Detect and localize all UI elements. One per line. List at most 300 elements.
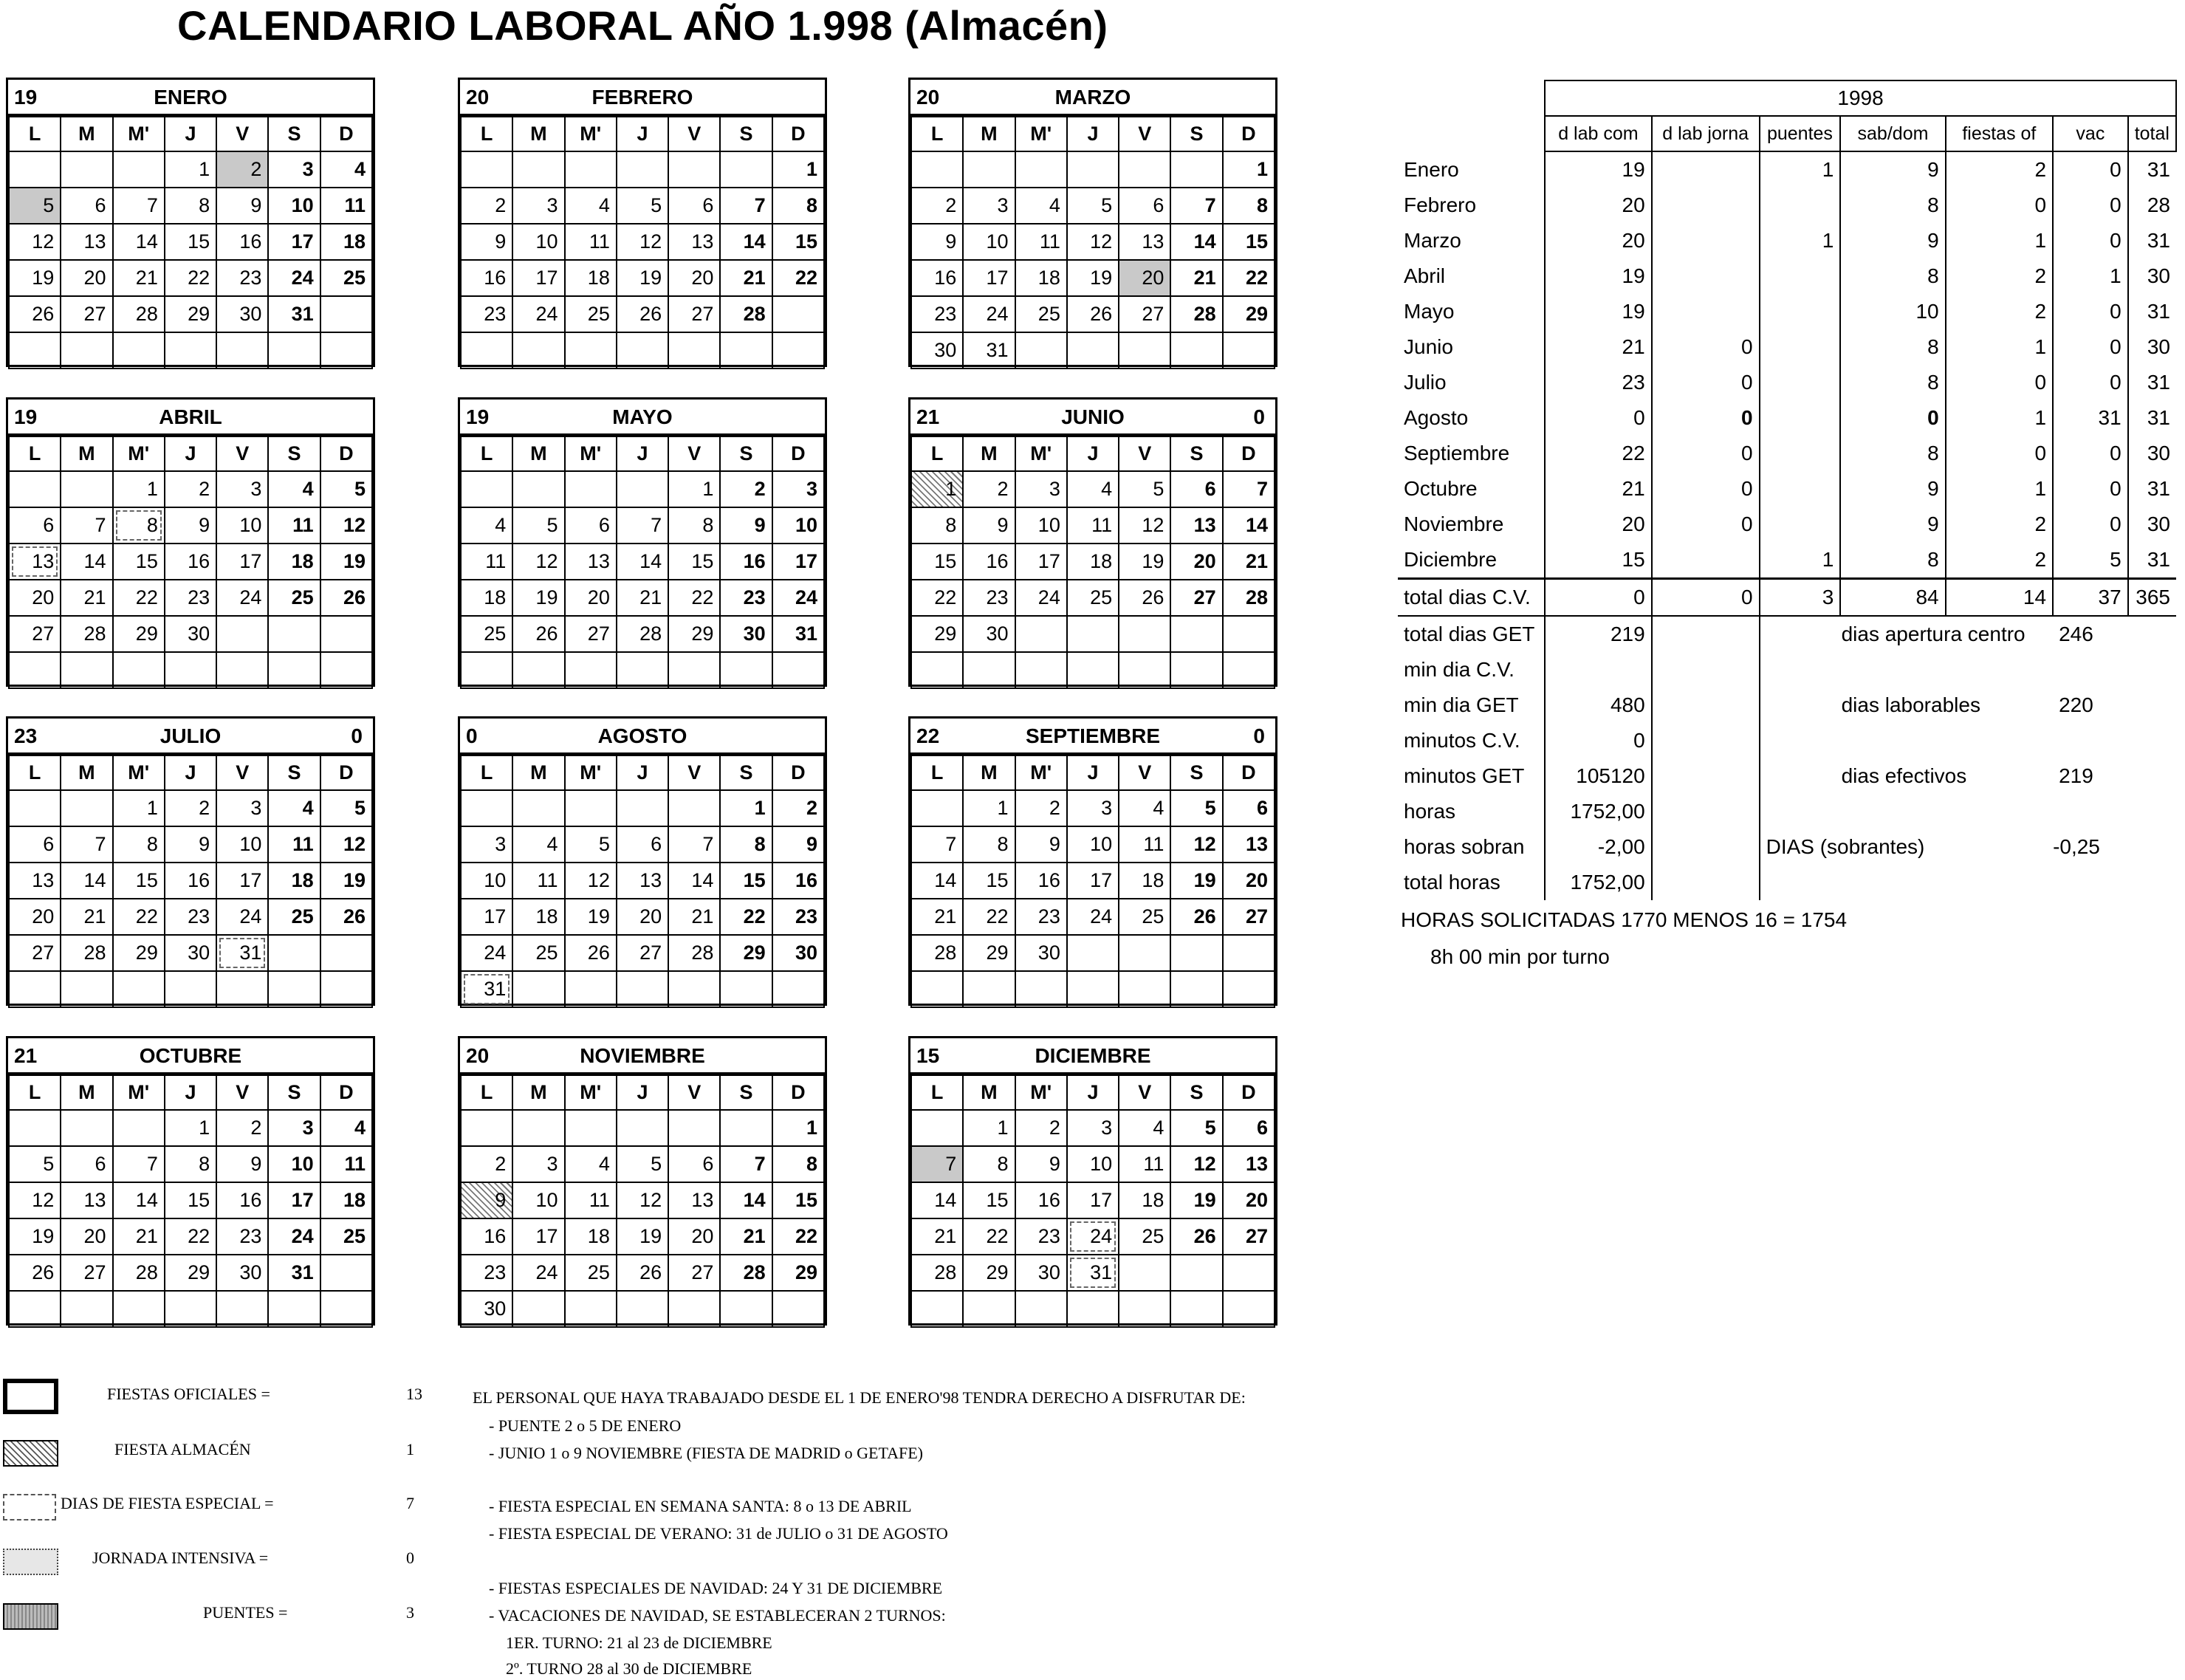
month-header [8, 80, 373, 116]
day-cell: 16 [216, 224, 268, 260]
day-cell: 17 [1015, 544, 1067, 580]
weekday-header: J [165, 436, 216, 471]
month-header [910, 80, 1275, 116]
day-cell: 15 [911, 544, 963, 580]
day-cell: 14 [113, 1182, 165, 1218]
stat-label: total dias GET [1404, 623, 1535, 645]
stats-row [1398, 616, 2176, 652]
weekday-header: J [1067, 436, 1119, 471]
day-cell: 20 [1223, 1182, 1275, 1218]
day-cell: 14 [720, 1182, 772, 1218]
weekday-header: M [61, 1075, 112, 1110]
empty-cell [1223, 1255, 1275, 1291]
spacer-cell [1398, 80, 1545, 116]
day-cell: 14 [61, 863, 112, 899]
total-value: 37 [2053, 579, 2128, 617]
month-workday-count: 0 [466, 724, 478, 747]
day-cell: 18 [1119, 1182, 1170, 1218]
day-cell: 29 [963, 1255, 1015, 1291]
day-cell: 23 [461, 1255, 512, 1291]
column-header: puentes [1760, 116, 1841, 151]
day-cell: 9 [720, 507, 772, 544]
stat-label: min dia C.V. [1404, 658, 1515, 681]
day-cell: 25 [1015, 296, 1067, 332]
month-header [910, 719, 1275, 755]
weekday-header: L [461, 117, 512, 151]
day-cell: 9 [911, 224, 963, 260]
empty-cell [61, 1110, 112, 1146]
weekday-header: J [165, 1075, 216, 1110]
day-cell: 19 [1067, 260, 1119, 296]
weekday-header: J [617, 755, 668, 790]
day-cell: 19 [9, 1218, 61, 1255]
value-cell: 0 [2053, 365, 2128, 400]
weekday-header: S [268, 436, 320, 471]
month-header [910, 400, 1275, 436]
month-header [8, 1038, 373, 1074]
day-cell: 17 [268, 1182, 320, 1218]
day-cell: 4 [461, 507, 512, 544]
value-cell [1652, 151, 1760, 188]
stat-value-right: 220 [2059, 693, 2093, 716]
empty-cell [1015, 616, 1067, 652]
value-cell: 9 [1840, 471, 1945, 507]
day-cell: 7 [113, 1146, 165, 1182]
day-cell: 28 [113, 1255, 165, 1291]
month-calendar [908, 397, 1277, 687]
day-cell: 6 [1223, 790, 1275, 826]
day-cell: 18 [268, 863, 320, 899]
value-cell: 0 [2053, 188, 2128, 223]
day-cell: 2 [165, 790, 216, 826]
empty-cell [61, 652, 112, 688]
day-cell: 25 [268, 580, 320, 616]
day-cell: 6 [1170, 471, 1222, 507]
intensiva-symbol [3, 1549, 58, 1575]
day-cell: 9 [461, 224, 512, 260]
empty-cell [512, 790, 564, 826]
month-name: ABRIL [159, 405, 222, 428]
day-cell: 17 [1067, 1182, 1119, 1218]
value-cell [1652, 258, 1760, 294]
day-cell: 31 [1067, 1255, 1119, 1291]
month-header [460, 80, 825, 116]
weekday-header: L [9, 436, 61, 471]
empty-cell [1067, 151, 1119, 188]
day-cell: 15 [772, 1182, 824, 1218]
stat-label-right: DIAS (sobrantes) [1766, 835, 1925, 858]
empty-cell [668, 652, 720, 688]
day-cell: 21 [911, 1218, 963, 1255]
stat-label-right [1760, 723, 2053, 758]
weekday-header: M' [113, 1075, 165, 1110]
day-cell: 8 [772, 1146, 824, 1182]
day-cell: 19 [617, 260, 668, 296]
spacer-cell [1652, 865, 1760, 900]
month-label: Septiembre [1404, 442, 1510, 464]
day-cell: 5 [1119, 471, 1170, 507]
day-cell: 20 [565, 580, 617, 616]
day-cell: 23 [1015, 899, 1067, 935]
empty-cell [1119, 151, 1170, 188]
empty-cell [911, 652, 963, 688]
day-cell: 11 [268, 826, 320, 863]
value-cell [1652, 294, 1760, 329]
day-cell: 6 [61, 188, 112, 224]
day-cell: 20 [668, 260, 720, 296]
weekday-header: M [61, 117, 112, 151]
value-cell: 28 [2128, 188, 2176, 223]
day-cell: 8 [772, 188, 824, 224]
empty-cell [1015, 971, 1067, 1007]
day-cell: 17 [772, 544, 824, 580]
day-cell: 13 [61, 1182, 112, 1218]
day-cell: 2 [1015, 790, 1067, 826]
value-cell: 20 [1545, 188, 1652, 223]
weekday-header: J [1067, 755, 1119, 790]
day-cell: 22 [165, 260, 216, 296]
weekday-header: J [617, 1075, 668, 1110]
day-cell: 11 [320, 1146, 372, 1182]
month-label: Enero [1404, 157, 1459, 181]
legend-count-intensiva: 0 [406, 1549, 414, 1567]
day-cell: 16 [720, 544, 772, 580]
day-cell: 10 [1067, 826, 1119, 863]
day-cell: 22 [668, 580, 720, 616]
weekday-header: L [461, 755, 512, 790]
stat-value: 105120 [1545, 758, 1652, 794]
day-cell: 24 [512, 296, 564, 332]
day-cell: 5 [1170, 1110, 1222, 1146]
day-cell: 16 [911, 260, 963, 296]
day-cell: 14 [668, 863, 720, 899]
day-cell: 18 [268, 544, 320, 580]
empty-cell [668, 151, 720, 188]
day-cell: 22 [113, 580, 165, 616]
value-cell [1760, 329, 1841, 365]
day-cell: 8 [1223, 188, 1275, 224]
month-name: NOVIEMBRE [580, 1044, 705, 1067]
month-header [460, 400, 825, 436]
empty-cell [1170, 151, 1222, 188]
total-value: 0 [1545, 579, 1652, 617]
value-cell: 1 [1760, 542, 1841, 579]
day-cell: 25 [565, 1255, 617, 1291]
empty-cell [320, 971, 372, 1007]
day-cell: 24 [1067, 899, 1119, 935]
empty-cell [268, 332, 320, 368]
legend-count-especial: 7 [406, 1494, 414, 1512]
day-cell: 29 [165, 1255, 216, 1291]
day-cell: 19 [1170, 863, 1222, 899]
stats-row [1398, 794, 2176, 829]
month-calendar [458, 397, 827, 687]
day-cell: 18 [1015, 260, 1067, 296]
value-cell: 2 [1946, 542, 2053, 579]
weekday-header: M [963, 755, 1015, 790]
weekday-header: V [1119, 436, 1170, 471]
weekday-header: V [668, 1075, 720, 1110]
weekday-header: L [461, 1075, 512, 1110]
explanation-line: - FIESTA ESPECIAL EN SEMANA SANTA: 8 o 13 DE ABRIL [489, 1497, 912, 1515]
day-cell: 11 [1119, 1146, 1170, 1182]
day-cell: 15 [165, 1182, 216, 1218]
day-cell: 26 [565, 935, 617, 971]
weekday-header: M [963, 117, 1015, 151]
weekday-header: L [911, 755, 963, 790]
day-cell: 14 [911, 1182, 963, 1218]
spacer-cell [1652, 794, 1760, 829]
day-cell: 4 [1067, 471, 1119, 507]
legend-label-puentes: PUENTES = [203, 1603, 288, 1622]
day-cell: 17 [461, 899, 512, 935]
legend [0, 1370, 2185, 1680]
day-cell: 6 [61, 1146, 112, 1182]
empty-cell [720, 151, 772, 188]
weekday-header: M' [565, 1075, 617, 1110]
value-cell: 31 [2128, 223, 2176, 258]
day-cell: 10 [963, 224, 1015, 260]
value-cell: 31 [2128, 471, 2176, 507]
day-cell: 22 [772, 1218, 824, 1255]
day-cell: 1 [1223, 151, 1275, 188]
day-cell: 28 [1223, 580, 1275, 616]
day-cell: 19 [1170, 1182, 1222, 1218]
spacer-cell [1652, 688, 1760, 723]
empty-cell [1067, 616, 1119, 652]
day-cell: 15 [668, 544, 720, 580]
value-cell: 0 [1840, 400, 1945, 436]
day-cell: 8 [963, 1146, 1015, 1182]
day-cell: 16 [216, 1182, 268, 1218]
empty-cell [113, 971, 165, 1007]
day-cell: 9 [461, 1182, 512, 1218]
day-cell: 24 [268, 260, 320, 296]
empty-cell [911, 1291, 963, 1327]
spacer-cell [1652, 616, 1760, 652]
day-cell: 4 [268, 471, 320, 507]
value-cell: 30 [2128, 258, 2176, 294]
day-cell: 25 [512, 935, 564, 971]
stat-label: horas [1404, 800, 1456, 823]
empty-cell [9, 971, 61, 1007]
empty-cell [512, 652, 564, 688]
stats-row [1398, 652, 2176, 688]
day-cell: 12 [617, 1182, 668, 1218]
day-cell: 9 [165, 826, 216, 863]
value-cell [1652, 223, 1760, 258]
day-cell: 28 [720, 1255, 772, 1291]
day-cell: 2 [165, 471, 216, 507]
weekday-header: M [61, 755, 112, 790]
weekday-header: M' [1015, 436, 1067, 471]
day-cell: 19 [565, 899, 617, 935]
stat-value: 1752,00 [1545, 794, 1652, 829]
day-cell: 6 [9, 507, 61, 544]
day-cell: 24 [1067, 1218, 1119, 1255]
day-cell: 15 [963, 1182, 1015, 1218]
day-cell: 5 [617, 1146, 668, 1182]
empty-cell [320, 332, 372, 368]
day-cell: 2 [461, 188, 512, 224]
day-cell: 4 [1015, 188, 1067, 224]
day-cell: 20 [61, 260, 112, 296]
month-label: Febrero [1404, 193, 1477, 216]
month-extra-count: 0 [1253, 405, 1265, 428]
day-cell: 7 [720, 1146, 772, 1182]
stat-label-right: dias laborables [1841, 693, 1980, 716]
empty-cell [911, 790, 963, 826]
day-cell: 12 [1067, 224, 1119, 260]
stat-value-right [2053, 652, 2176, 688]
day-cell: 26 [1067, 296, 1119, 332]
empty-cell [1067, 1291, 1119, 1327]
day-cell: 13 [668, 224, 720, 260]
month-extra-count: 0 [1253, 724, 1265, 747]
empty-cell [320, 1291, 372, 1327]
value-cell [1760, 436, 1841, 471]
stat-value: 0 [1545, 723, 1652, 758]
value-cell: 31 [2128, 542, 2176, 579]
empty-cell [565, 332, 617, 368]
empty-cell [9, 1291, 61, 1327]
value-cell: 1 [1760, 151, 1841, 188]
stat-value: 1752,00 [1545, 865, 1652, 900]
value-cell: 0 [2053, 151, 2128, 188]
value-cell: 8 [1840, 258, 1945, 294]
day-cell: 1 [113, 790, 165, 826]
day-cell: 21 [720, 260, 772, 296]
weekday-header: S [720, 117, 772, 151]
value-cell: 31 [2053, 400, 2128, 436]
day-cell: 13 [617, 863, 668, 899]
month-name: MARZO [1054, 86, 1131, 109]
day-cell: 22 [1223, 260, 1275, 296]
day-cell: 17 [1067, 863, 1119, 899]
day-cell: 31 [268, 1255, 320, 1291]
day-cell: 11 [461, 544, 512, 580]
day-cell: 12 [9, 224, 61, 260]
day-cell: 9 [1015, 1146, 1067, 1182]
day-cell: 11 [512, 863, 564, 899]
value-cell: 0 [1652, 365, 1760, 400]
weekday-header: M' [565, 436, 617, 471]
empty-cell [461, 652, 512, 688]
value-cell [1760, 471, 1841, 507]
weekday-header: D [320, 1075, 372, 1110]
empty-cell [963, 971, 1015, 1007]
empty-cell [617, 1291, 668, 1327]
weekday-header: V [668, 117, 720, 151]
empty-cell [461, 471, 512, 507]
day-cell: 6 [565, 507, 617, 544]
month-workday-count: 19 [14, 86, 38, 109]
column-header: fiestas of [1946, 116, 2053, 151]
empty-cell [461, 151, 512, 188]
day-cell: 7 [1170, 188, 1222, 224]
value-cell: 0 [2053, 329, 2128, 365]
empty-cell [668, 1110, 720, 1146]
day-cell: 28 [1170, 296, 1222, 332]
stat-label: minutos GET [1404, 764, 1525, 787]
empty-cell [1015, 652, 1067, 688]
day-cell: 26 [320, 580, 372, 616]
legend-count-almacen: 1 [406, 1440, 414, 1458]
weekday-header: S [268, 1075, 320, 1110]
summary-row [1398, 188, 2176, 223]
day-cell: 3 [461, 826, 512, 863]
value-cell: 1 [1946, 223, 2053, 258]
day-cell: 2 [461, 1146, 512, 1182]
day-cell: 8 [165, 188, 216, 224]
day-cell: 4 [565, 188, 617, 224]
day-cell: 21 [61, 580, 112, 616]
day-cell: 7 [113, 188, 165, 224]
month-header [8, 400, 373, 436]
day-cell: 19 [1119, 544, 1170, 580]
month-name: DICIEMBRE [1035, 1044, 1151, 1067]
day-cell: 31 [772, 616, 824, 652]
value-cell: 1 [1946, 471, 2053, 507]
empty-cell [720, 1110, 772, 1146]
value-cell: 21 [1545, 471, 1652, 507]
day-cell: 28 [617, 616, 668, 652]
empty-cell [1170, 1291, 1222, 1327]
day-cell: 9 [165, 507, 216, 544]
empty-cell [216, 971, 268, 1007]
day-cell: 21 [1223, 544, 1275, 580]
empty-cell [9, 151, 61, 188]
spacer-cell [1398, 116, 1545, 151]
empty-cell [1223, 652, 1275, 688]
month-workday-count: 20 [466, 86, 490, 109]
day-cell: 16 [461, 260, 512, 296]
value-cell: 2 [1946, 294, 2053, 329]
explanation-line: - PUENTE 2 o 5 DE ENERO [489, 1416, 682, 1435]
day-cell: 13 [61, 224, 112, 260]
weekday-header: M' [113, 755, 165, 790]
day-cell: 27 [668, 296, 720, 332]
weekday-header: S [720, 755, 772, 790]
empty-cell [668, 790, 720, 826]
empty-cell [320, 935, 372, 971]
weekday-header: D [1223, 755, 1275, 790]
month-calendar [6, 1036, 375, 1326]
value-cell: 20 [1545, 223, 1652, 258]
day-cell: 22 [165, 1218, 216, 1255]
day-cell: 2 [1015, 1110, 1067, 1146]
empty-cell [512, 1110, 564, 1146]
empty-cell [461, 1110, 512, 1146]
day-cell: 25 [1067, 580, 1119, 616]
month-header [460, 719, 825, 755]
day-cell: 1 [911, 471, 963, 507]
day-cell: 6 [668, 188, 720, 224]
day-cell: 31 [461, 971, 512, 1007]
month-label: Mayo [1404, 300, 1455, 323]
empty-cell [617, 652, 668, 688]
day-cell: 16 [1015, 863, 1067, 899]
day-cell: 12 [617, 224, 668, 260]
month-name: JUNIO [1061, 405, 1125, 428]
day-cell: 28 [668, 935, 720, 971]
empty-cell [461, 332, 512, 368]
day-cell: 6 [1119, 188, 1170, 224]
empty-cell [1015, 151, 1067, 188]
value-cell: 0 [2053, 223, 2128, 258]
day-cell: 16 [1015, 1182, 1067, 1218]
day-cell: 14 [617, 544, 668, 580]
